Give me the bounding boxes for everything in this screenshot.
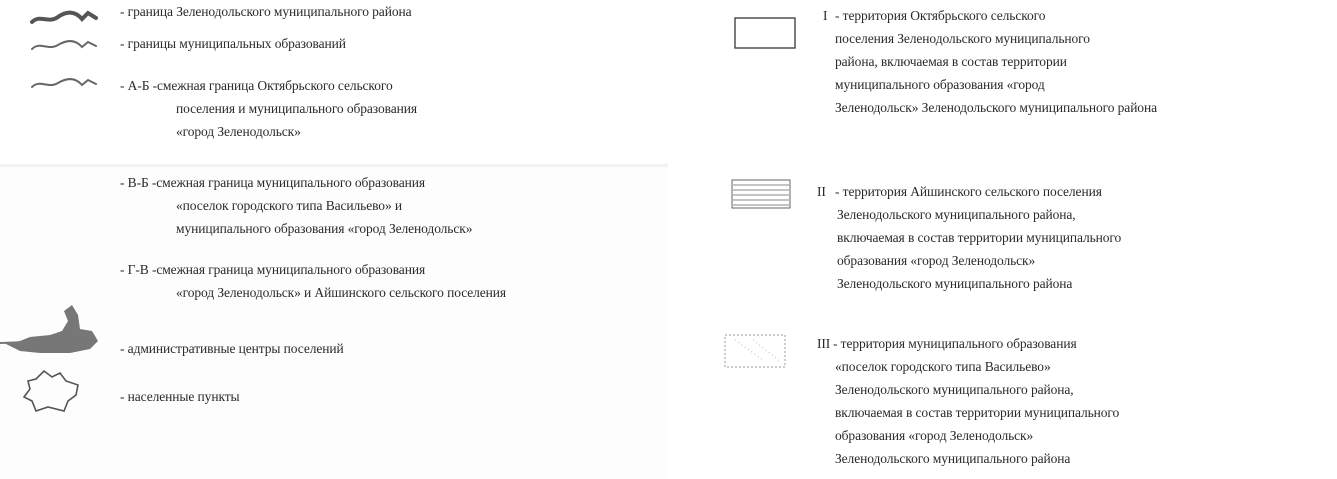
blank-rectangle-icon [733, 14, 801, 50]
legend-text-territory-i-line2: поселения Зеленодольского муниципального [835, 31, 1090, 46]
legend-text-territory-iii-line3: Зеленодольского муниципального района, [835, 382, 1074, 397]
legend-text-territory-iii-line4: включаемая в состав территории муниципального [835, 405, 1120, 420]
admin-center-icon [0, 301, 110, 359]
legend-text-territory-ii-line4: образования «город Зеленодольск» [837, 253, 1036, 268]
legend-text-district-border: - граница Зеленодольского муниципального района [120, 4, 412, 19]
legend-text-territory-i-line5: Зеленодольск» Зеленодольского муниципального района [835, 100, 1157, 115]
legend-text-settlements: - населенные пункты [120, 389, 240, 404]
legend-text-territory-ii-line2: Зеленодольского муниципального района, [837, 207, 1076, 222]
numeral-iii: III [817, 336, 831, 351]
numeral-ii: II [817, 184, 826, 199]
thin-wavy-line-icon [28, 72, 100, 94]
legend-text-territory-ii-line1: - территория Айшинского сельского поселения [835, 184, 1102, 199]
legend-text-border-vb-line1: - В-Б -смежная граница муниципального образования [120, 175, 426, 190]
legend-text-territory-iii-line2: «поселок городского типа Васильево» [835, 359, 1051, 374]
legend-panel-top-left [0, 0, 668, 164]
legend-text-municipal-borders: - границы муниципальных образований [120, 36, 346, 51]
legend-text-border-vb-line3: муниципального образования «город Зеленодольск» [176, 221, 473, 236]
legend-panel-right [705, 0, 1337, 479]
legend-text-border-ab-line1: - А-Б -смежная граница Октябрьского сельского [120, 78, 393, 93]
thin-wavy-line-icon [28, 34, 100, 56]
legend-text-border-ab-line2: поселения и муниципального образования [176, 101, 417, 116]
legend-text-territory-iii-line1: - территория муниципального образования [833, 336, 1077, 351]
legend-text-border-vb-line2: «поселок городского типа Васильево» и [176, 198, 402, 213]
legend-panel-bottom-left [0, 167, 668, 479]
dotted-rectangle-icon [723, 332, 789, 370]
legend-text-border-ab-line3: «город Зеленодольск» [176, 124, 301, 139]
legend-text-territory-i-line3: района, включаемая в состав территории [835, 54, 1067, 69]
legend-text-territory-i-line4: муниципального образования «город [835, 77, 1045, 92]
legend-text-admin-centers: - административные центры поселений [120, 341, 344, 356]
hatched-rectangle-icon [731, 178, 793, 212]
legend-text-territory-iii-line6: Зеленодольского муниципального района [835, 451, 1071, 466]
legend-text-border-gv-line1: - Г-В -смежная граница муниципального образования [120, 262, 426, 277]
settlement-outline-icon [18, 367, 86, 415]
legend-text-territory-iii-line5: образования «город Зеленодольск» [835, 428, 1034, 443]
legend-text-territory-ii-line5: Зеленодольского муниципального района [837, 276, 1073, 291]
thick-wavy-line-icon [28, 6, 100, 28]
numeral-i: I [823, 8, 828, 23]
legend-text-territory-ii-line3: включаемая в состав территории муниципального [837, 230, 1122, 245]
legend-text-territory-i-line1: - территория Октябрьского сельского [835, 8, 1046, 23]
legend-text-border-gv-line2: «город Зеленодольск» и Айшинского сельского поселения [176, 285, 507, 300]
